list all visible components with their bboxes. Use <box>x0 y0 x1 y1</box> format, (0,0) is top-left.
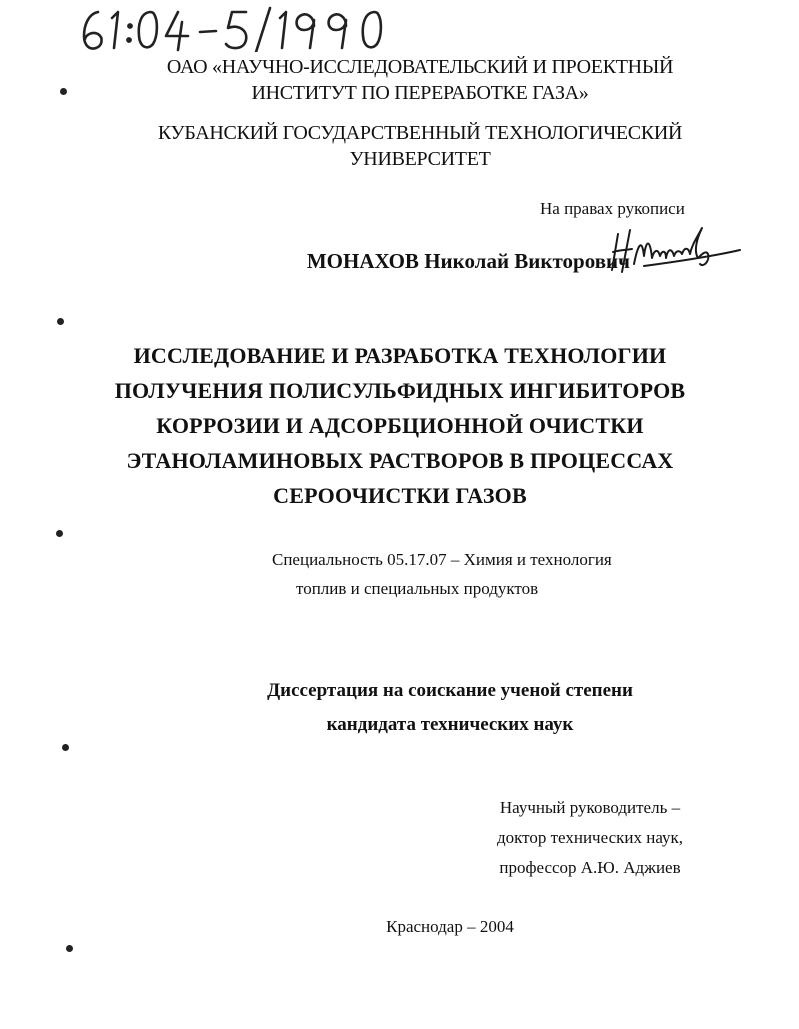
supervisor-line1: Научный руководитель – <box>499 798 681 817</box>
title-line2: ПОЛУЧЕНИЯ ПОЛИСУЛЬФИДНЫХ ИНГИБИТОРОВ <box>114 378 686 403</box>
binding-hole-mark <box>60 88 67 95</box>
title-line1: ИССЛЕДОВАНИЕ И РАЗРАБОТКА ТЕХНОЛОГИИ <box>133 343 667 368</box>
org-name-line2: ИНСТИТУТ ПО ПЕРЕРАБОТКЕ ГАЗА» <box>251 82 589 104</box>
university-name-line2: УНИВЕРСИТЕТ <box>349 148 491 170</box>
dissertation-line2: кандидата технических наук <box>326 714 574 735</box>
binding-hole-mark <box>57 318 64 325</box>
org-name-line1: ОАО «НАУЧНО-ИССЛЕДОВАТЕЛЬСКИЙ И ПРОЕКТНЫЙ <box>166 56 674 78</box>
handwritten-archive-code <box>78 6 388 52</box>
title-line4: ЭТАНОЛАМИНОВЫХ РАСТВОРОВ В ПРОЦЕССАХ <box>126 448 674 473</box>
supervisor-line2: доктор технических наук, <box>496 828 684 847</box>
title-line3: КОРРОЗИИ И АДСОРБЦИОННОЙ ОЧИСТКИ <box>156 413 644 438</box>
specialty-line2: топлив и специальных продуктов <box>296 579 539 598</box>
binding-hole-mark <box>66 945 73 952</box>
author-signature <box>604 220 744 282</box>
manuscript-rights-note: На правах рукописи <box>540 199 685 218</box>
author-name: МОНАХОВ Николай Викторович <box>306 249 630 273</box>
university-name-line1: КУБАНСКИЙ ГОСУДАРСТВЕННЫЙ ТЕХНОЛОГИЧЕСКИЙ <box>157 122 683 144</box>
title-line5: СЕРООЧИСТКИ ГАЗОВ <box>273 483 527 508</box>
specialty-line1: Специальность 05.17.07 – Химия и технология <box>272 550 612 569</box>
binding-hole-mark <box>62 744 69 751</box>
binding-hole-mark <box>56 530 63 537</box>
supervisor-line3: профессор А.Ю. Аджиев <box>499 858 681 877</box>
dissertation-line1: Диссертация на соискание ученой степени <box>267 680 633 701</box>
city-year: Краснодар – 2004 <box>386 917 514 936</box>
